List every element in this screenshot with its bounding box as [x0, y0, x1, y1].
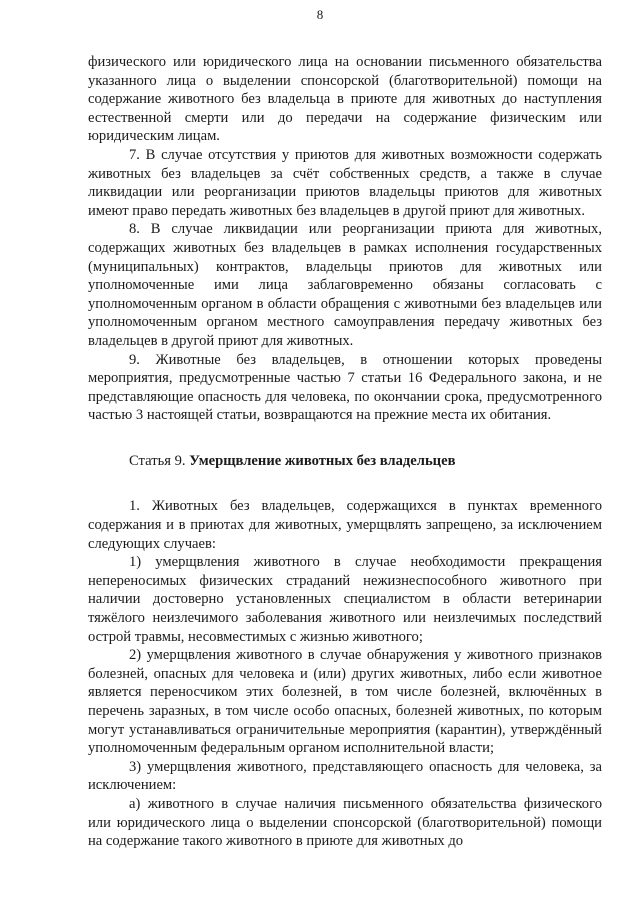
paragraph-continuation: физического или юридического лица на основании письменного обязательства указанного лица о выделении спонсорской (благотворительной) помощи на содержание животного без владельца в приюте для животных до наступления естественной смерти или до передачи на содержание физическим или юридическим лицам. — [88, 54, 602, 145]
paragraph-8: 8. В случае ликвидации или реорганизации приюта для животных, содержащих животных без владельцев в рамках исполнения государственных (муниципальных) контрактов, владельцы приютов для животных или уполномоченные ими лица заблаговременно обязаны согласовать с уполномоченным органом в области обращения с животными без владельцев или уполномоченным органом местного самоуправления передачу животных без владельцев в другой приют для животных. — [88, 221, 602, 349]
article-item-1: 1) умерщвления животного в случае необходимости прекращения непереносимых физических страданий нежизнеспособного животного при наличии достоверно установленных специалистом в области ветеринарии тяжёлого неизлечимого заболевания животного или неизлечимых последствий острой травмы, несовместимых с жизнью животного; — [88, 554, 602, 645]
article-paragraph-1: 1. Животных без владельцев, содержащихся в пунктах временного содержания и в приютах для животных, умерщвлять запрещено, за исключением следующих случаев: — [88, 498, 602, 552]
article-number: Статья 9. — [129, 452, 190, 469]
paragraph-7: 7. В случае отсутствия у приютов для животных возможности содержать животных без владельцев за счёт собственных средств, а также в случае ликвидации или реорганизации приютов владельцы приютов для животных имеют право передать животных без владельцев в другой приют для животных. — [88, 146, 602, 219]
article-item-2: 2) умерщвления животного в случае обнаружения у животного признаков болезней, опасных для человека и (или) других животных, либо если животное является переносчиком этих болезней, в том числе болезней, включённых в перечень заразных, в том числе особо опасных, болезней животных, по которым могут устанавливаться ограничительные мероприятия (карантин), утверждённый уполномоченным федеральным органом исполнительной власти; — [88, 647, 602, 757]
page-number: 8 — [316, 7, 324, 22]
article-title: Умерщвление животных без владельцев — [189, 452, 456, 469]
document-body — [88, 53, 602, 851]
article-subitem-a: а) животного в случае наличия письменного обязательства физического или юридического лица о выделении спонсорской (благотворительной) помощи на содержание такого животного в приюте для животных до — [88, 795, 602, 850]
article-heading — [88, 452, 602, 471]
paragraph-9: 9. Животные без владельцев, в отношении которых проведены мероприятия, предусмотренные частью 7 статьи 16 Федерального закона, и не представляющие опасность для человека, по окончании срока, предусмотренного частью 3 настоящей статьи, возвращаются на прежние места их обитания. — [88, 351, 602, 424]
article-item-3: 3) умерщвления животного, представляющего опасность для человека, за исключением: — [88, 758, 602, 794]
